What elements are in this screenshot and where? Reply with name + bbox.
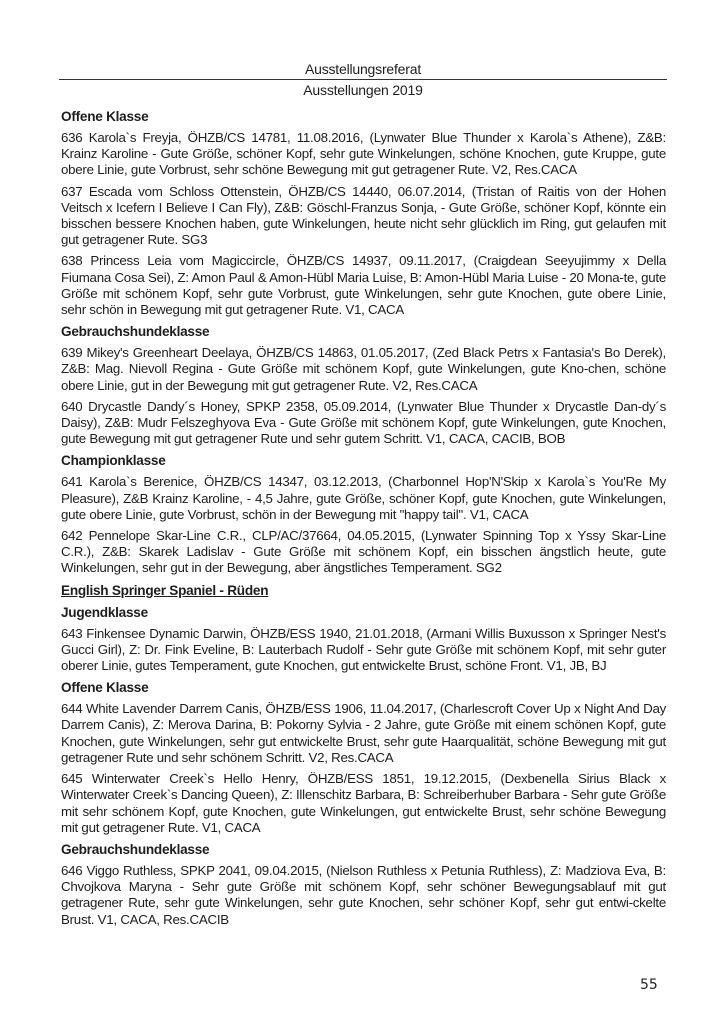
breed-heading-english-springer-spaniel-rueden: English Springer Spaniel - Rüden [61,582,269,598]
class-heading-offene-klasse: Offene Klasse [61,680,149,696]
class-heading-gebrauchshundeklasse: Gebrauchshundeklasse [61,324,210,340]
header-divider [59,79,667,80]
entry-644: 644 White Lavender Darrem Canis, ÖHZB/ESS 1906, 11.04.2017, (Charlescroft Cover Up x Night And Day Darrem Canis), Z: Merova Darina, B: Pokorny Sylvia - 2 Jahre, gute Größe mit einem schönen Kopf, gute Knochen, gute Winkelungen, sehr gut entwickelte Brust, sehr gute Haarqualität, schöne Bewegung mit gut getragener Rute und sehr schönem Schritt. V2, Res.CACA [61,701,666,765]
entry-645: 645 Winterwater Creek`s Hello Henry, ÖHZB/ESS 1851, 19.12.2015, (Dexbenella Sirius Black x Winterwater Creek`s Dancing Queen), Z: Illenschitz Barbara, B: Schreiberhuber Barbara - Sehr gute Größe mit sehr schönem Kopf, gute Knochen, gute Winkelungen, gut entwickelte Brust, sehr schöne Bewegung mit gut getragener Rute. V1, CACA [61,771,666,835]
entry-640: 640 Drycastle Dandy´s Honey, SPKP 2358, 05.09.2014, (Lynwater Blue Thunder x Drycastle Dan-dy´s Daisy), Z&B: Mudr Felszeghyova Eva - Gute Größe mit schönem Kopf, gute Winkelungen, gute Knochen, gute Bewegung mit gut getragener Rute und sehr gutem Schritt. V1, CACA, CACIB, BOB [61,398,666,447]
class-heading-championklasse: Championklasse [61,453,166,469]
entry-642: 642 Pennelope Skar-Line C.R., CLP/AC/37664, 04.05.2015, (Lynwater Spinning Top x Yssy Skar-Line C.R.), Z&B: Skarek Ladislav - Gute Größe mit schönem Kopf, ein bisschen ängstlich heute, gute Winkelungen, sehr gut in der Bewegung, aber ängstliches Temperament. SG2 [61,528,666,576]
entry-646: 646 Viggo Ruthless, SPKP 2041, 09.04.2015, (Nielson Ruthless x Petunia Ruthless), Z: Madziova Eva, B: Chvojkova Maryna - Sehr gute Größe mit schönem Kopf, sehr schöner Bewegungsablauf mit gut getragener Rute, sehr gute Winkelungen, sehr gute Knochen, sehr schöner Kopf, sehr gut entwi-ckelte Brust. V1, CACA, Res.CACIB [61,862,666,927]
header-title: Ausstellungsreferat [304,61,422,77]
page-number: 55 [640,977,658,993]
class-heading-jugendklasse: Jugendklasse [61,604,148,620]
entry-643: 643 Finkensee Dynamic Darwin, ÖHZB/ESS 1940, 21.01.2018, (Armani Willis Buxusson x Springer Nest's Gucci Girl), Z: Dr. Fink Eveline, B: Lauterbach Rudolf - Sehr gute Größe mit schönem Kopf, mit sehr guter oberer Linie, gutes Temperament, gute Knochen, gut entwickelte Brust, schöne Front. V1, JB, BJ [61,625,666,674]
header-subtitle: Ausstellungen 2019 [303,82,423,98]
entry-639: 639 Mikey's Greenheart Deelaya, ÖHZB/CS 14863, 01.05.2017, (Zed Black Petrs x Fantasia's Bo Derek), Z&B: Mag. Nievoll Regina - Gute Größe mit schönem Kopf, gute Winkelungen, gute Kno-chen, schöne obere Linie, gut in der Bewegung mit gut getragener Rute. V2, Res.CACA [61,345,666,393]
entry-637: 637 Escada vom Schloss Ottenstein, ÖHZB/CS 14440, 06.07.2014, (Tristan of Raitis von der Hohen Veitsch x Icefern I Believe I Can Fly), Z&B: Göschl-Franzus Sonja, - Gute Größe, schöner Kopf, könnte ein bisschen bessere Knochen haben, gute Winkelungen, heute nicht sehr glücklich im Ring, gut gelaufen mit gut getragener Rute. SG3 [61,183,666,248]
entry-641: 641 Karola`s Berenice, ÖHZB/CS 14347, 03.12.2013, (Charbonnel Hop'N'Skip x Karola`s You'Re My Pleasure), Z&B Krainz Karoline, - 4,5 Jahre, gute Größe, schöner Kopf, gute Knochen, gute Winkelungen, gute obere Linie, gute Vorbrust, schön in der Bewegung mit "happy tail". V1, CACA [61,474,666,522]
page-header [59,60,667,99]
class-heading-offene-klasse: Offene Klasse [61,109,149,124]
entry-636: 636 Karola`s Freyja, ÖHZB/CS 14781, 11.08.2016, (Lynwater Blue Thunder x Karola`s Athene), Z&B: Krainz Karoline - Gute Größe, schöner Kopf, sehr gute Winkelungen, schöne Knochen, gute Kruppe, gute obere Linie, gute Vorbrust, sehr schöne Bewegung mit gut getragener Rute. V2, Res.CACA [61,130,666,178]
document-body [61,108,666,933]
entry-638: 638 Princess Leia vom Magiccircle, ÖHZB/CS 14937, 09.11.2017, (Craigdean Seeyujimmy x Della Fiumana Cosa Sei), Z: Amon Paul & Amon-Hübl Maria Luise, B: Amon-Hübl Maria Luise - 20 Mona-te, gute Größe mit schönem Kopf, sehr gute Vorbrust, gute Winkelungen, sehr gute Knochen, gute obere Linie, sehr schön in Bewegung mit gut getragener Rute. V1, CACA [61,253,666,318]
class-heading-gebrauchshundeklasse: Gebrauchshundeklasse [61,841,210,857]
